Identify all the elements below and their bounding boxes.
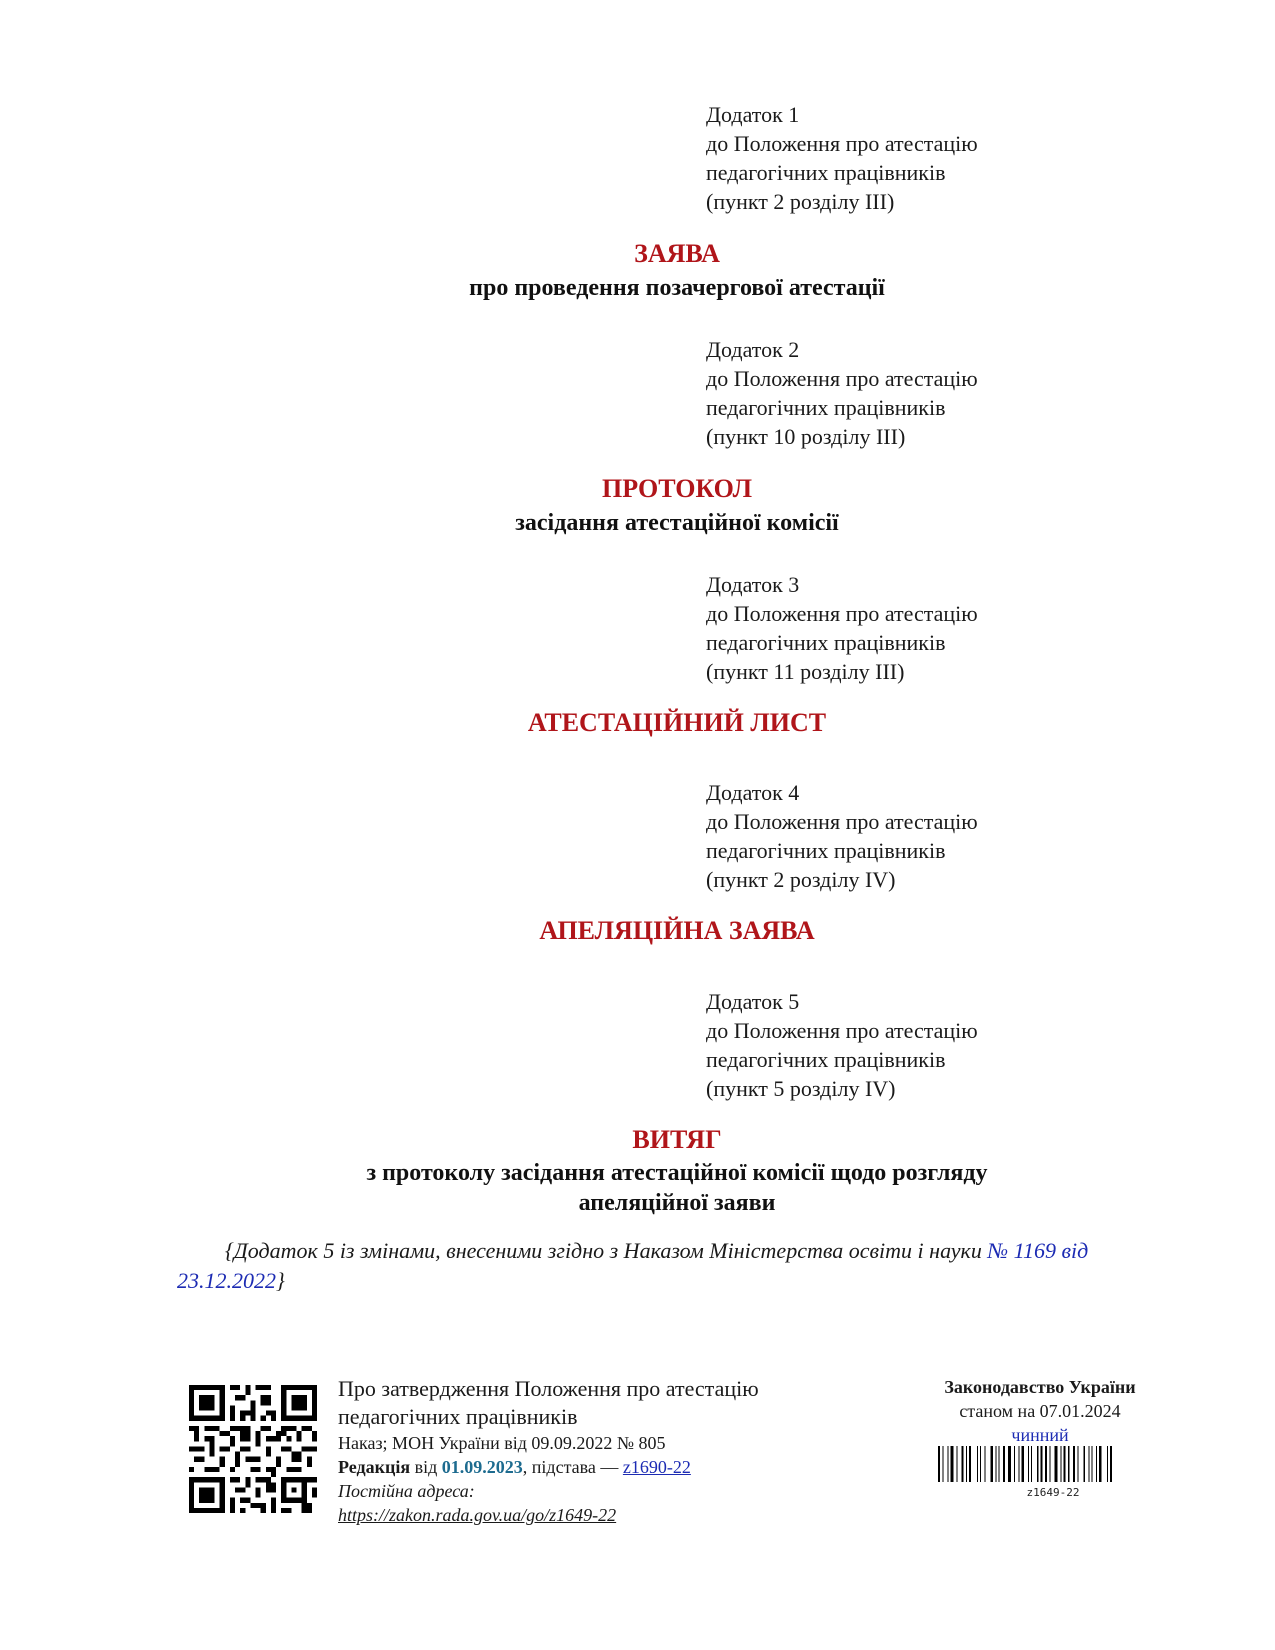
annex-line: до Положення про атестацію	[706, 1018, 978, 1043]
annex-line: до Положення про атестацію	[706, 131, 978, 156]
annex-line: до Положення про атестацію	[706, 366, 978, 391]
footer-doc-title: Про затвердження Положення про атестацію	[338, 1376, 759, 1401]
annex-line: Додаток 5	[706, 989, 800, 1014]
edition-date: 01.09.2023	[441, 1457, 523, 1477]
annex-1-title: ЗАЯВА	[634, 239, 720, 268]
footer-document-info	[338, 1375, 898, 1527]
annex-line: педагогічних працівників	[706, 160, 946, 185]
annex-4-reference	[706, 778, 978, 894]
legal-as-of-date: станом на 07.01.2024	[959, 1401, 1121, 1421]
amendment-note-text: {Додаток 5 із змінами, внесеними згідно з Наказом Міністерства освіти і науки	[225, 1238, 988, 1263]
edition-from: від	[410, 1457, 442, 1477]
annex-line: (пункт 10 розділу III)	[706, 424, 906, 449]
annex-4-title: АПЕЛЯЦІЙНА ЗАЯВА	[539, 916, 815, 945]
footer-doc-title-cont: педагогічних працівників	[338, 1404, 578, 1429]
annex-line: до Положення про атестацію	[706, 601, 978, 626]
legal-status-block	[925, 1375, 1155, 1447]
annex-5-subtitle-line1: з протоколу засідання атестаційної комісії щодо розгляду	[366, 1160, 988, 1186]
annex-2-title: ПРОТОКОЛ	[602, 474, 752, 503]
footer-order: Наказ; МОН України від 09.09.2022 № 805	[338, 1433, 666, 1453]
annex-line: Додаток 3	[706, 572, 800, 597]
annex-line: педагогічних працівників	[706, 395, 946, 420]
legal-status-badge: чинний	[1011, 1425, 1069, 1445]
annex-line: педагогічних працівників	[706, 630, 946, 655]
annex-5-subtitle-line2: апеляційної заяви	[578, 1190, 776, 1216]
annex-line: (пункт 5 розділу IV)	[706, 1076, 896, 1101]
edition-basis: , підстава —	[522, 1457, 623, 1477]
permanent-address-label: Постійна адреса:	[338, 1481, 475, 1501]
annex-line: Додаток 2	[706, 337, 800, 362]
annex-1-subtitle: про проведення позачергової атестації	[469, 275, 885, 301]
annex-5-reference	[706, 987, 978, 1103]
barcode-label: z1649-22	[1026, 1486, 1080, 1499]
amendment-order-link[interactable]: № 1169 від 23.12.2022	[177, 1238, 1089, 1293]
annex-5-title: ВИТЯГ	[632, 1125, 722, 1154]
annex-3-title: АТЕСТАЦІЙНИЙ ЛИСТ	[527, 708, 827, 737]
amendment-note	[177, 1236, 1187, 1296]
permanent-address-link[interactable]: https://zakon.rada.gov.ua/go/z1649-22	[338, 1505, 617, 1525]
legal-source-title: Законодавство України	[944, 1377, 1136, 1397]
qr-code	[189, 1385, 317, 1513]
edition-label: Редакція	[338, 1457, 411, 1477]
edition-basis-link[interactable]: z1690-22	[622, 1457, 691, 1477]
annex-3-reference	[706, 570, 978, 686]
annex-2-reference	[706, 335, 978, 451]
annex-line: Додаток 1	[706, 102, 800, 127]
footer-edition	[338, 1455, 898, 1479]
annex-line: (пункт 2 розділу III)	[706, 189, 895, 214]
amendment-note-closing: }	[276, 1268, 285, 1293]
annex-line: педагогічних працівників	[706, 1047, 946, 1072]
annex-line: педагогічних працівників	[706, 838, 946, 863]
annex-line: (пункт 2 розділу IV)	[706, 867, 896, 892]
annex-line: Додаток 4	[706, 780, 800, 805]
annex-line: до Положення про атестацію	[706, 809, 978, 834]
annex-1-reference	[706, 100, 978, 216]
barcode-icon	[938, 1446, 1168, 1482]
annex-2-subtitle: засідання атестаційної комісії	[515, 510, 839, 536]
annex-line: (пункт 11 розділу III)	[706, 659, 905, 684]
